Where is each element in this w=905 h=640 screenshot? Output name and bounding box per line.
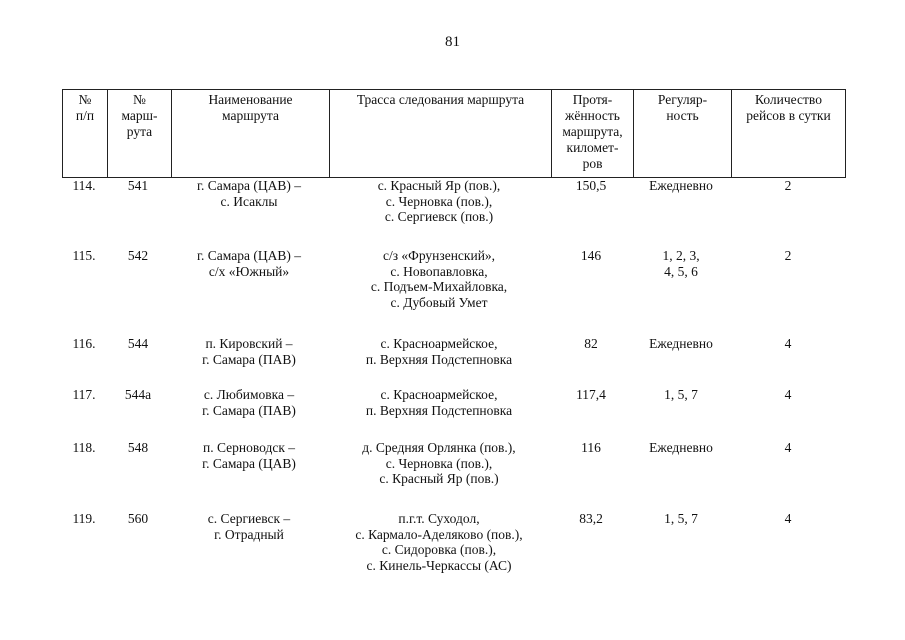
- route-name: п. Кировский – г. Самара (ПАВ): [202, 336, 296, 367]
- route-trace: с/з «Фрунзенский», с. Новопавловка, с. Подъем-Михайловка, с. Дубовый Умет: [370, 248, 508, 310]
- route-trace: п.г.т. Суходол, с. Кармало-Аделяково (пов.), с. Сидоровка (пов.), с. Кинель-Черкассы (АС): [355, 511, 523, 573]
- route-number: 544а: [124, 387, 152, 402]
- route-number: 544: [127, 336, 149, 351]
- route-number: 548: [127, 440, 149, 455]
- row-number: 117.: [72, 387, 96, 402]
- route-trace: с. Красный Яр (пов.), с. Черновка (пов.), с. Сергиевск (пов.): [377, 178, 501, 224]
- route-length: 146: [580, 248, 602, 263]
- route-trace: с. Красноармейское, п. Верхняя Подстепновка: [365, 387, 513, 418]
- route-number: 560: [127, 511, 149, 526]
- route-length: 82: [584, 336, 598, 351]
- route-number: 542: [127, 248, 149, 263]
- route-regularity: Ежедневно: [649, 440, 713, 455]
- route-length: 117,4: [576, 387, 606, 402]
- route-length: 150,5: [575, 178, 607, 193]
- route-regularity: 1, 5, 7: [664, 387, 698, 402]
- route-trace: д. Средняя Орлянка (пов.), с. Черновка (пов.), с. Красный Яр (пов.): [362, 440, 516, 486]
- header-route-number: № марш- рута: [108, 90, 172, 177]
- header-route-length: Протя- жённость маршрута, километ- ров: [552, 90, 634, 177]
- page-number: 81: [445, 34, 460, 50]
- table-header: [62, 89, 846, 178]
- route-length: 116: [581, 440, 601, 455]
- route-trace: с. Красноармейское, п. Верхняя Подстепновка: [365, 336, 513, 367]
- row-number: 116.: [72, 336, 96, 351]
- header-number: № п/п: [63, 90, 108, 177]
- header-trips-per-day: Количество рейсов в сутки: [746, 92, 831, 123]
- route-trips: 2: [784, 248, 792, 263]
- route-name: с. Любимовка – г. Самара (ПАВ): [202, 387, 296, 418]
- route-number: 541: [127, 178, 149, 193]
- header-route-trace: Трасса следования маршрута: [330, 90, 552, 177]
- route-name: п. Серноводск – г. Самара (ЦАВ): [202, 440, 296, 471]
- route-regularity: Ежедневно: [649, 178, 713, 193]
- header-regularity: Регуляр- ность: [634, 90, 732, 177]
- route-regularity: Ежедневно: [649, 336, 713, 351]
- route-name: г. Самара (ЦАВ) – с. Исаклы: [197, 178, 301, 209]
- route-name: с. Сергиевск – г. Отрадный: [207, 511, 291, 542]
- route-trips: 4: [784, 511, 792, 526]
- row-number: 115.: [72, 248, 96, 263]
- route-trips: 2: [784, 178, 792, 193]
- route-name: г. Самара (ЦАВ) – с/х «Южный»: [197, 248, 301, 279]
- row-number: 118.: [72, 440, 96, 455]
- route-length: 83,2: [579, 511, 603, 526]
- route-trips: 4: [784, 387, 792, 402]
- row-number: 114.: [72, 178, 96, 193]
- route-regularity: 1, 5, 7: [664, 511, 698, 526]
- header-route-name: Наименование маршрута: [172, 90, 330, 177]
- route-trips: 4: [784, 440, 792, 455]
- row-number: 119.: [72, 511, 96, 526]
- route-regularity: 1, 2, 3, 4, 5, 6: [662, 248, 700, 279]
- route-trips: 4: [784, 336, 792, 351]
